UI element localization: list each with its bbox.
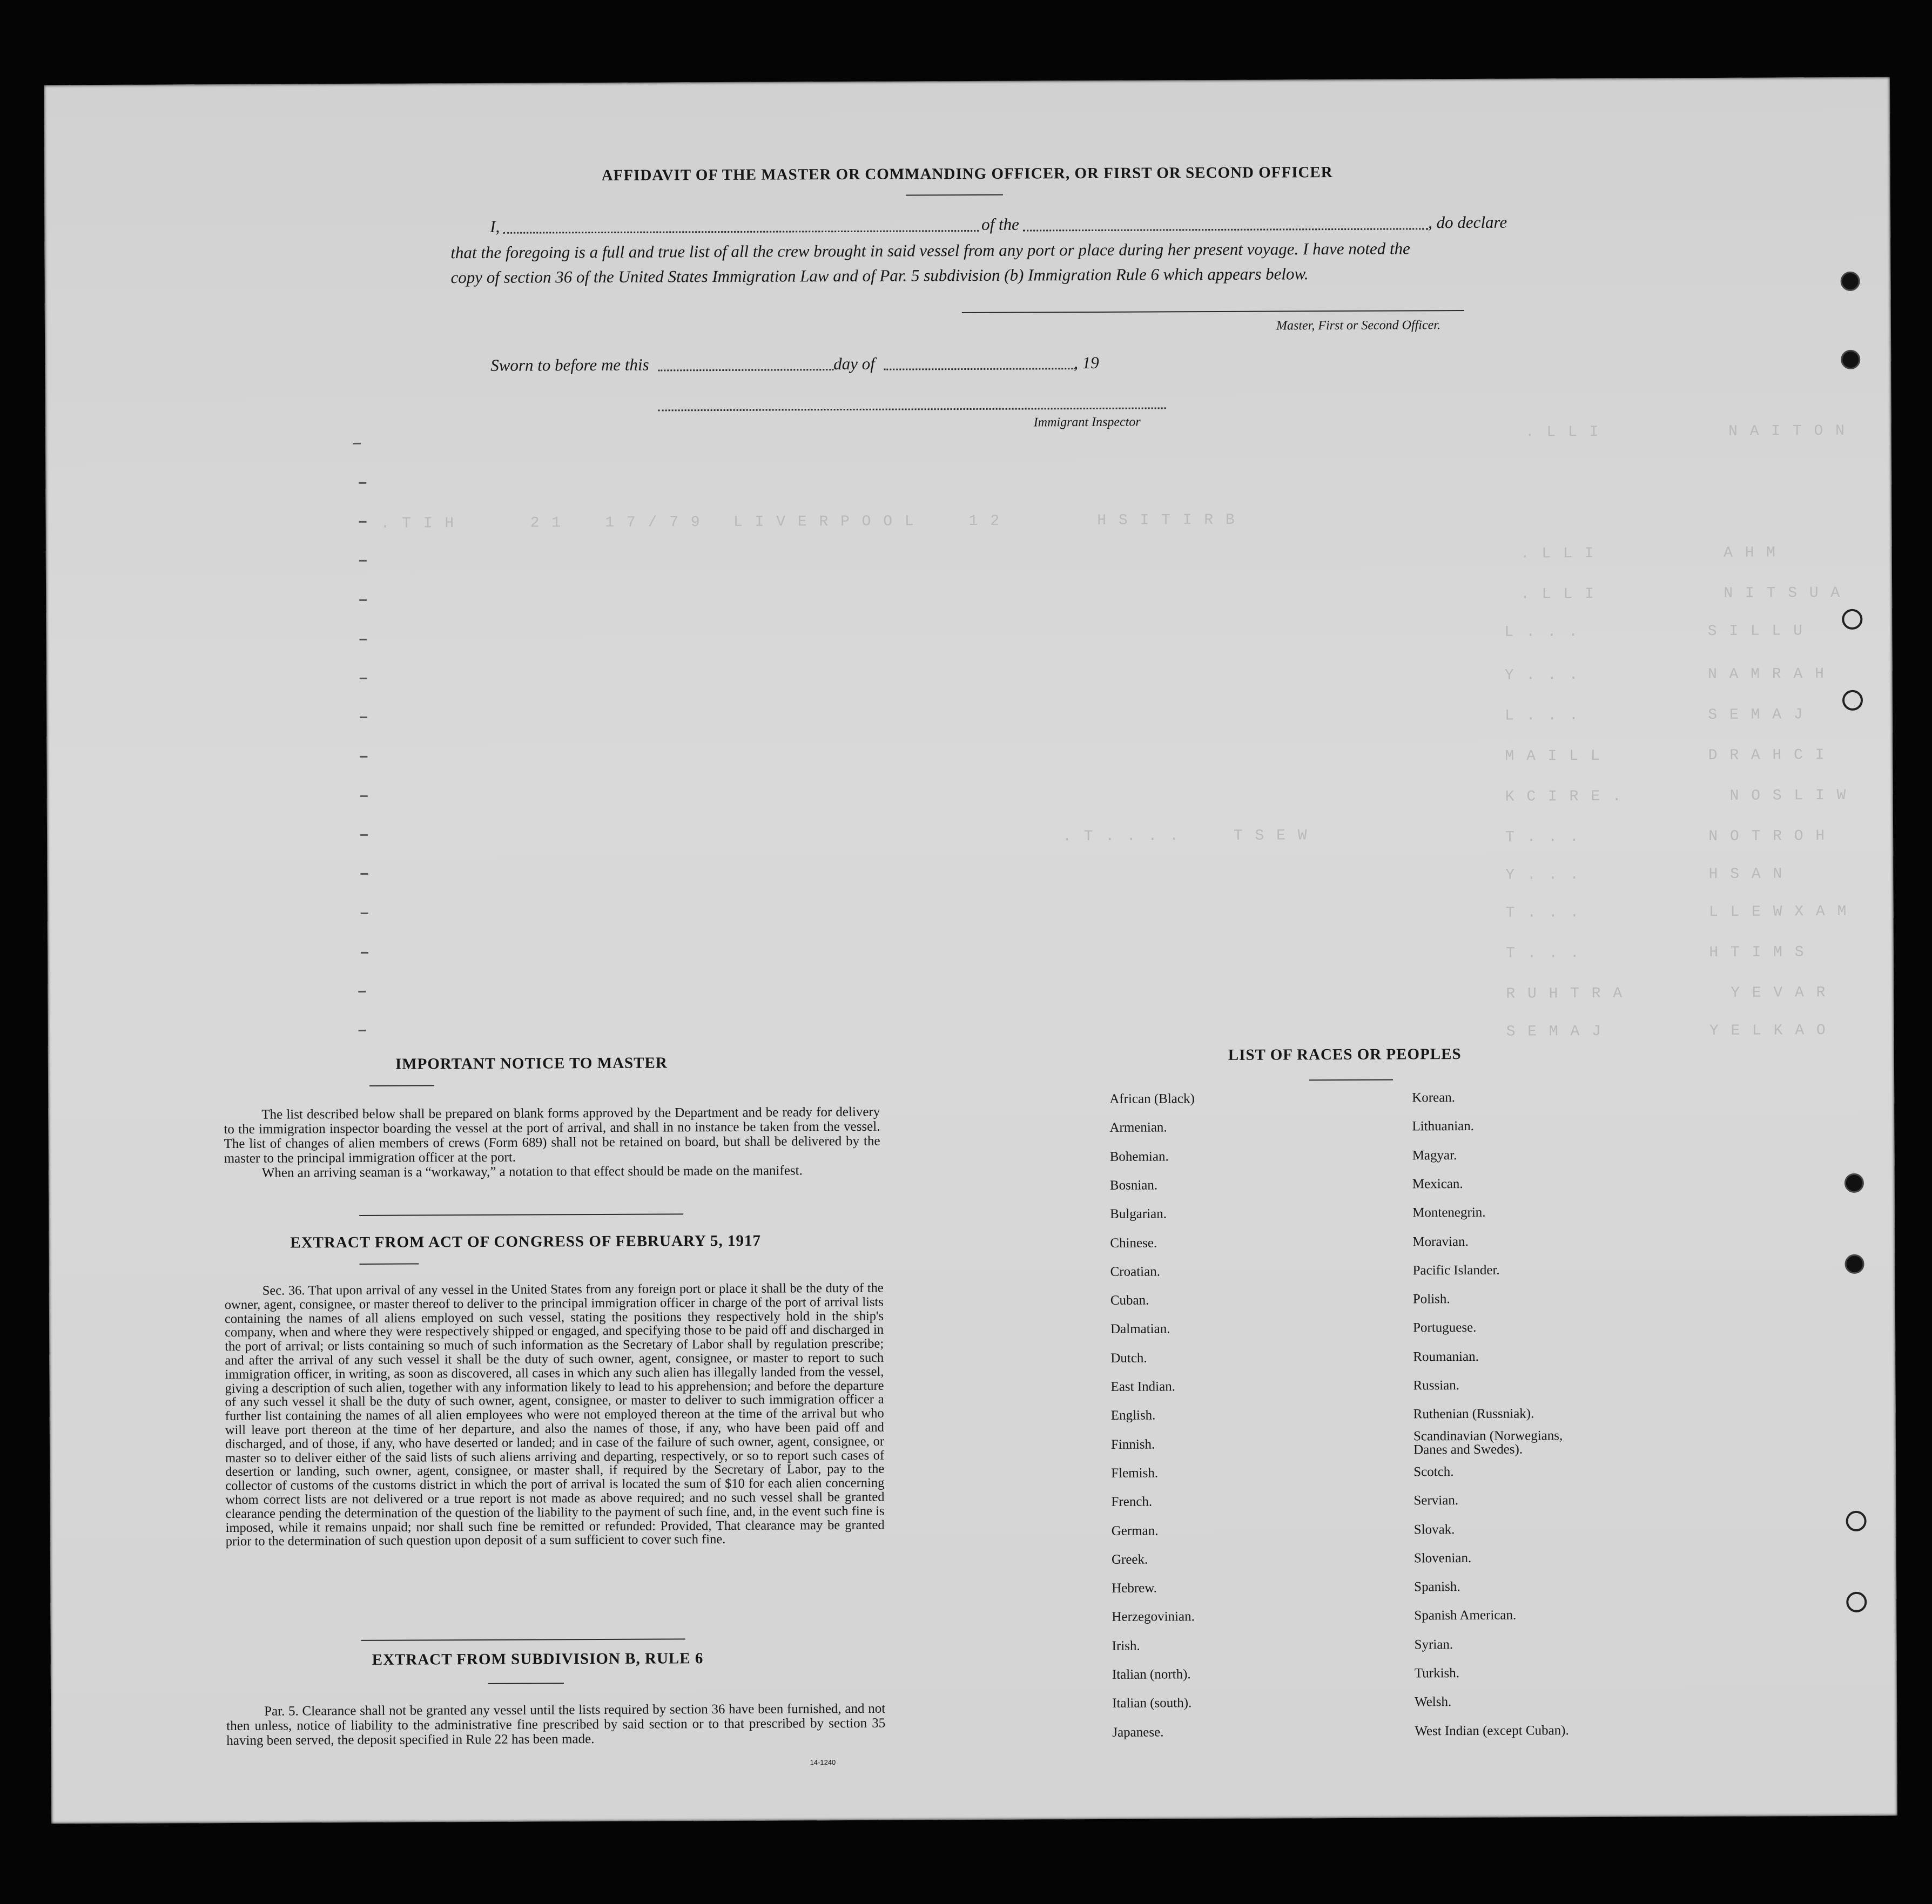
race-item: Armenian. [1109,1120,1167,1136]
race-item: Dutch. [1110,1351,1147,1366]
race-item: German. [1111,1523,1159,1538]
act-heading: EXTRACT FROM ACT OF CONGRESS OF FEBRUARY 5, 1917 [290,1232,762,1252]
binder-hole-icon [1845,1173,1864,1193]
binder-hole-icon [1842,609,1862,630]
race-item: Chinese. [1110,1235,1157,1251]
race-item: Scotch. [1413,1464,1454,1480]
act-body [225,1281,885,1549]
race-item: Flemish. [1111,1466,1159,1481]
vessel-blank[interactable] [1023,228,1428,231]
race-item: Ruthenian (Russniak). [1413,1406,1534,1422]
affidavit-i: I, [490,217,500,236]
sworn-day-blank[interactable] [658,369,833,371]
race-item: Slovak. [1413,1522,1455,1537]
act-paragraph: Sec. 36. That upon arrival of any vessel in the United States from any foreign port or place it shall be the duty of the owner, agent, consignee, or master thereof to deliver to the principal immigration officer in charge of the port of arrival lists containing the names of all aliens employed on such vessel, stating the positions they respectively hold in the ship's company, when and where they were respectively shipped or engaged, and specifying those to be paid off and discharged in the port of arrival; or lists containing so much of such information as the Secretary of Labor shall by regulation prescribe; and after the arrival of any such vessel it shall be the duty of such owner, agent, consignee, or master to report to such immigration officer, in writing, as soon as discovered, all cases in which any such alien has illegally landed from the vessel, giving a description of such alien, together with any information likely to lead to his apprehension; and before the departure of any such vessel it shall be the duty of such owner, agent, consignee, or master to deliver to such immigration officer a further list containing the names of all alien employees who were not employed thereon at the time of the arrival but who will leave port thereon at the time of her departure, and also the names of those, if any, who have been paid off and discharged, and of those, if any, who have deserted or landed; and in case of the failure of such owner, agent, consignee, or master so to deliver either of the said lists of such aliens arriving and departing, respectively, or so to report such cases of desertion or landing, such owner, agent, consignee, or master shall, if required by the Secretary of Labor, pay to the collector of customs of the customs district in which the port of arrival is located the sum of $10 for each alien concerning whom correct lists are not delivered or a true report is not made as above required; and no such vessel shall be granted clearance pending the determination of the question of the liability to the payment of such fine, and, in the event such fine is imposed, while it remains unpaid; nor shall such fine be remitted or refunded: Provided, That clearance may be granted prior to the determination of such question upon deposit of a sum sufficient to cover such fine. [224,1280,885,1549]
affidavit-of-the: of the [981,214,1019,234]
race-item: Roumanian. [1413,1349,1479,1365]
rule-paragraph: Par. 5. Clearance shall not be granted any vessel until the lists required by section 36 have been furnished, and not then unless, notice of liability to the administrative fine prescribed by said section or to that prescribed by section 35 having been served, the deposit specified in Rule 22 has been made. [226,1701,886,1748]
race-item: Slovenian. [1413,1550,1472,1566]
race-item: Lithuanian. [1412,1119,1475,1134]
race-item: Cuban. [1110,1293,1149,1308]
notice-divider [369,1085,434,1086]
year-label: , 19 [1074,353,1099,373]
race-item: Dalmatian. [1110,1321,1170,1337]
race-item: East Indian. [1110,1379,1176,1394]
race-item: African (Black) [1109,1091,1195,1106]
binder-hole-icon [1842,690,1863,711]
affidavit-title: AFFIDAVIT OF THE MASTER OR COMMANDING OFFICER, OR FIRST OR SECOND OFFICER [601,164,1333,184]
race-item: Pacific Islander. [1412,1262,1500,1278]
race-item: Bohemian. [1109,1149,1169,1164]
rule-heading: EXTRACT FROM SUBDIVISION B, RULE 6 [372,1650,704,1669]
bleed-through-ghosting: . L L I N A I T O N . L L I A H M . L L I N I T S U A L . . . S I L L U Y . . . N A M R A H L . . . S E M A J M A I L L D R A H C I K C I R E . N O S L I W T . . . N O T R O H . T . . . . T S E W . T I H 2 1 1 7 / 7 9 L I V E R P O O L 1 2 H S I T I R B Y . . . H S A N T . . . L L E W X A M T . . . H T I M S R U H T R A Y E V A R S E M A J Y E L K A O [380,422,1848,1041]
binder-hole-icon [1845,1254,1864,1274]
race-item: Irish. [1112,1638,1140,1653]
race-item: Spanish American. [1414,1608,1517,1623]
race-item: French. [1111,1494,1153,1510]
race-item: Servian. [1413,1493,1459,1508]
sworn-month-blank[interactable] [884,368,1075,370]
inspector-label: Immigrant Inspector [1033,415,1141,430]
race-item: Polish. [1412,1292,1450,1307]
race-item: Magyar. [1412,1147,1457,1163]
manifest-page [44,77,1897,1824]
rule-divider [488,1683,564,1684]
act-divider [360,1263,419,1264]
section-rule [359,1213,683,1216]
affidavit-declare: , do declare [1428,212,1507,232]
race-item: Turkish. [1414,1666,1460,1681]
race-item: Moravian. [1412,1234,1469,1249]
signature-line[interactable] [962,310,1464,313]
race-item: Finnish. [1110,1437,1155,1452]
race-item: Syrian. [1414,1637,1453,1652]
notice-body [224,1105,880,1180]
race-item: Bulgarian. [1110,1206,1167,1222]
race-item: West Indian (except Cuban). [1415,1723,1569,1739]
race-item: English. [1110,1408,1156,1423]
inspector-signature-line[interactable] [658,407,1166,411]
races-heading: LIST OF RACES OR PEOPLES [1228,1045,1462,1064]
races-divider [1309,1079,1393,1081]
day-of-label: day of [833,354,875,374]
race-item: Mexican. [1412,1176,1463,1192]
rule-body [226,1702,885,1748]
race-item: Portuguese. [1413,1320,1477,1335]
race-item: Hebrew. [1112,1581,1157,1596]
affidavit-line-2: that the foregoing is a full and true list of all the crew brought in said vessel from any port or place during her present voyage. I have noted the [450,239,1410,262]
rule-section-rule [361,1638,685,1641]
race-item: Spanish. [1414,1579,1460,1595]
binder-hole-icon [1841,350,1860,369]
affidavit-line-3: copy of section 36 of the United States Immigration Law and of Par. 5 subdivision (b) Immigration Rule 6 which appears below. [450,264,1309,287]
race-item: Welsh. [1415,1694,1452,1710]
form-number: 14-1240 [810,1758,836,1767]
signature-label: Master, First or Second Officer. [1276,318,1440,333]
race-item: Italian (north). [1112,1667,1191,1682]
race-item: Greek. [1111,1552,1148,1567]
binder-hole-icon [1846,1511,1867,1531]
binder-hole-icon [1846,1592,1867,1612]
race-item: Montenegrin. [1412,1205,1486,1220]
sworn-label: Sworn to before me this [490,355,649,375]
notice-paragraph: The list described below shall be prepared on blank forms approved by the Department and be ready for delivery to the immigration inspector boarding the vessel at the port of arrival, and shall in no instance be taken from the vessel. The list of changes of alien members of crews (Form 689) shall not be retained on board, but shall be delivered by the master to the principal immigration officer at the port. [224,1104,880,1166]
name-blank[interactable] [503,230,979,234]
race-item: Bosnian. [1109,1178,1158,1193]
notice-heading: IMPORTANT NOTICE TO MASTER [395,1054,668,1073]
title-divider [906,194,1003,196]
race-item: Japanese. [1112,1725,1164,1740]
binder-hole-icon [1841,272,1860,291]
race-item: Scandinavian (Norwegians, Danes and Swedes). [1413,1428,1563,1457]
notice-workaway: When an arriving seaman is a “workaway,” a notation to that effect should be made on the manifest. [261,1163,803,1180]
race-item: Korean. [1412,1090,1456,1105]
race-item: Italian (south). [1112,1696,1192,1711]
race-item: Croatian. [1110,1264,1161,1279]
race-item: Russian. [1413,1378,1460,1393]
race-item: Herzegovinian. [1112,1609,1195,1625]
